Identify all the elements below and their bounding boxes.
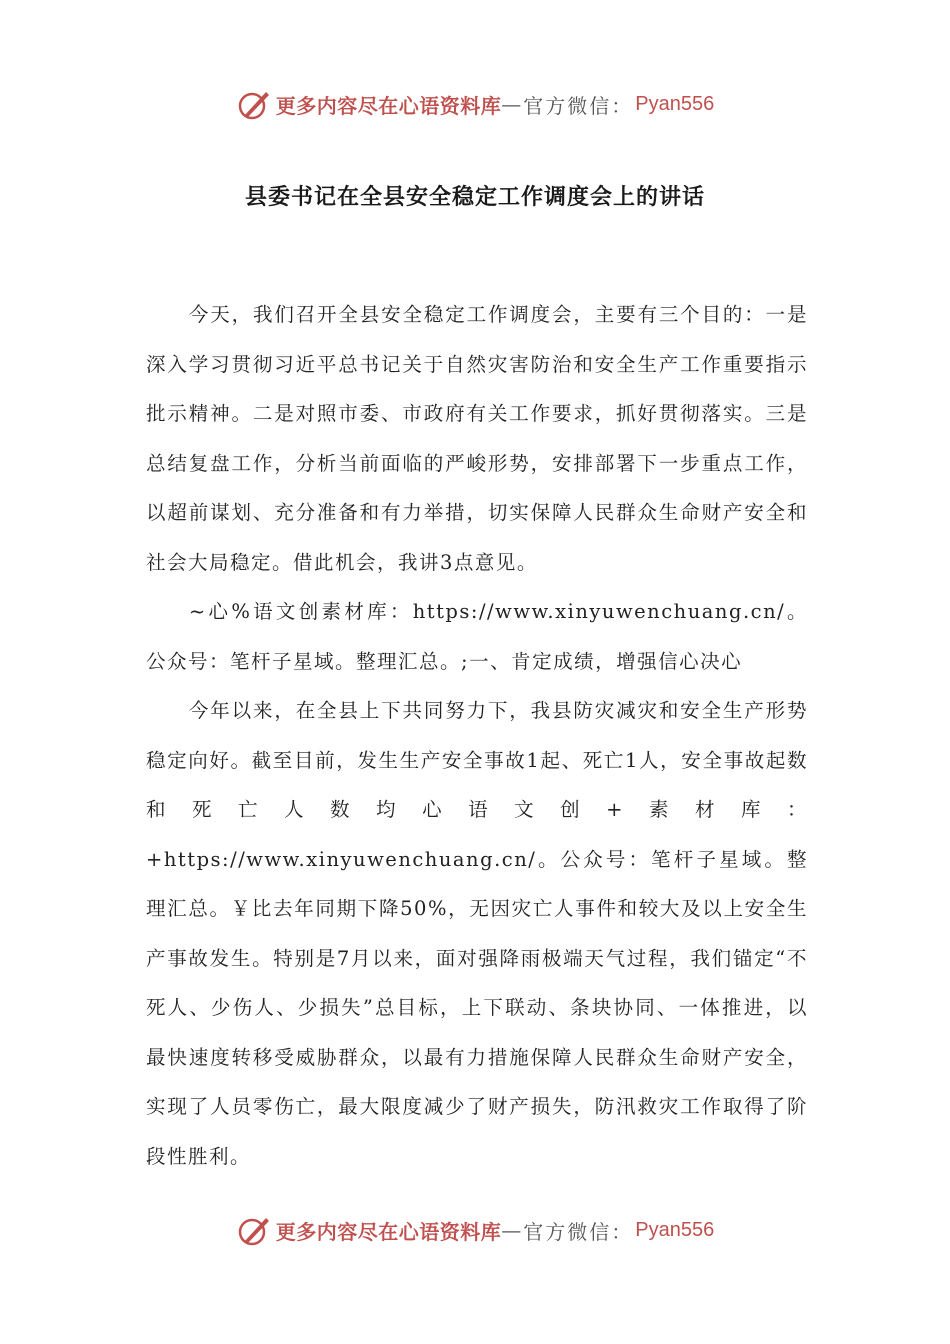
banner-wechat-id: Pyan556 <box>635 92 715 115</box>
pen-nib-logo-icon <box>236 1212 272 1248</box>
banner-site-text: 更多内容尽在心语资料库 <box>275 93 502 118</box>
document-body <box>146 290 808 1181</box>
paragraph: 今天，我们召开全县安全稳定工作调度会，主要有三个目的：一是深入学习贯彻习近平总书记关于自然灾害防治和安全生产工作重要指示批示精神。二是对照市委、市政府有关工作要求，抓好贯彻落实。三是总结复盘工作，分析当前面临的严峻形势，安排部署下一步重点工作，以超前谋划、充分准备和有力举措，切实保障人民群众生命财产安全和社会大局稳定。借此机会，我讲3点意见。 <box>146 303 808 574</box>
banner-wechat-label: 官方微信： <box>523 93 634 118</box>
paragraph: ~心%语文创素材库：https://www.xinyuwenchuang.cn/。公众号：笔杆子星域。整理汇总。;一、肯定成绩，增强信心决心 <box>146 600 808 673</box>
banner-wechat-id: Pyan556 <box>635 1218 715 1241</box>
pen-nib-logo-icon <box>236 86 272 122</box>
paragraph: 今年以来，在全县上下共同努力下，我县防灾减灾和安全生产形势稳定向好。截至目前，发生生产安全事故1起、死亡1人，安全事故起数和死亡人数均心语文创+素材库：+https://www.xinyuwenchuang.cn/。公众号：笔杆子星域。整理汇总。￥比去年同期下降50%，无因灾亡人事件和较大及以上安全生产事故发生。特别是7月以来，面对强降雨极端天气过程，我们锚定“不死人、少伤人、少损失”总目标，上下联动、条块协同、一体推进，以最快速度转移受威胁群众，以最有力措施保障人民群众生命财产安全，实现了人员零伤亡，最大限度减少了财产损失，防汛救灾工作取得了阶段性胜利。 <box>146 699 808 1168</box>
header-watermark-banner <box>0 82 950 126</box>
document-title: 县委书记在全县安全稳定工作调度会上的讲话 <box>244 185 705 210</box>
banner-dash: — <box>501 92 524 116</box>
banner-wechat-label: 官方微信： <box>523 1219 634 1244</box>
footer-watermark-banner <box>0 1208 950 1252</box>
banner-site-text: 更多内容尽在心语资料库 <box>275 1219 502 1244</box>
banner-dash: — <box>501 1218 524 1242</box>
